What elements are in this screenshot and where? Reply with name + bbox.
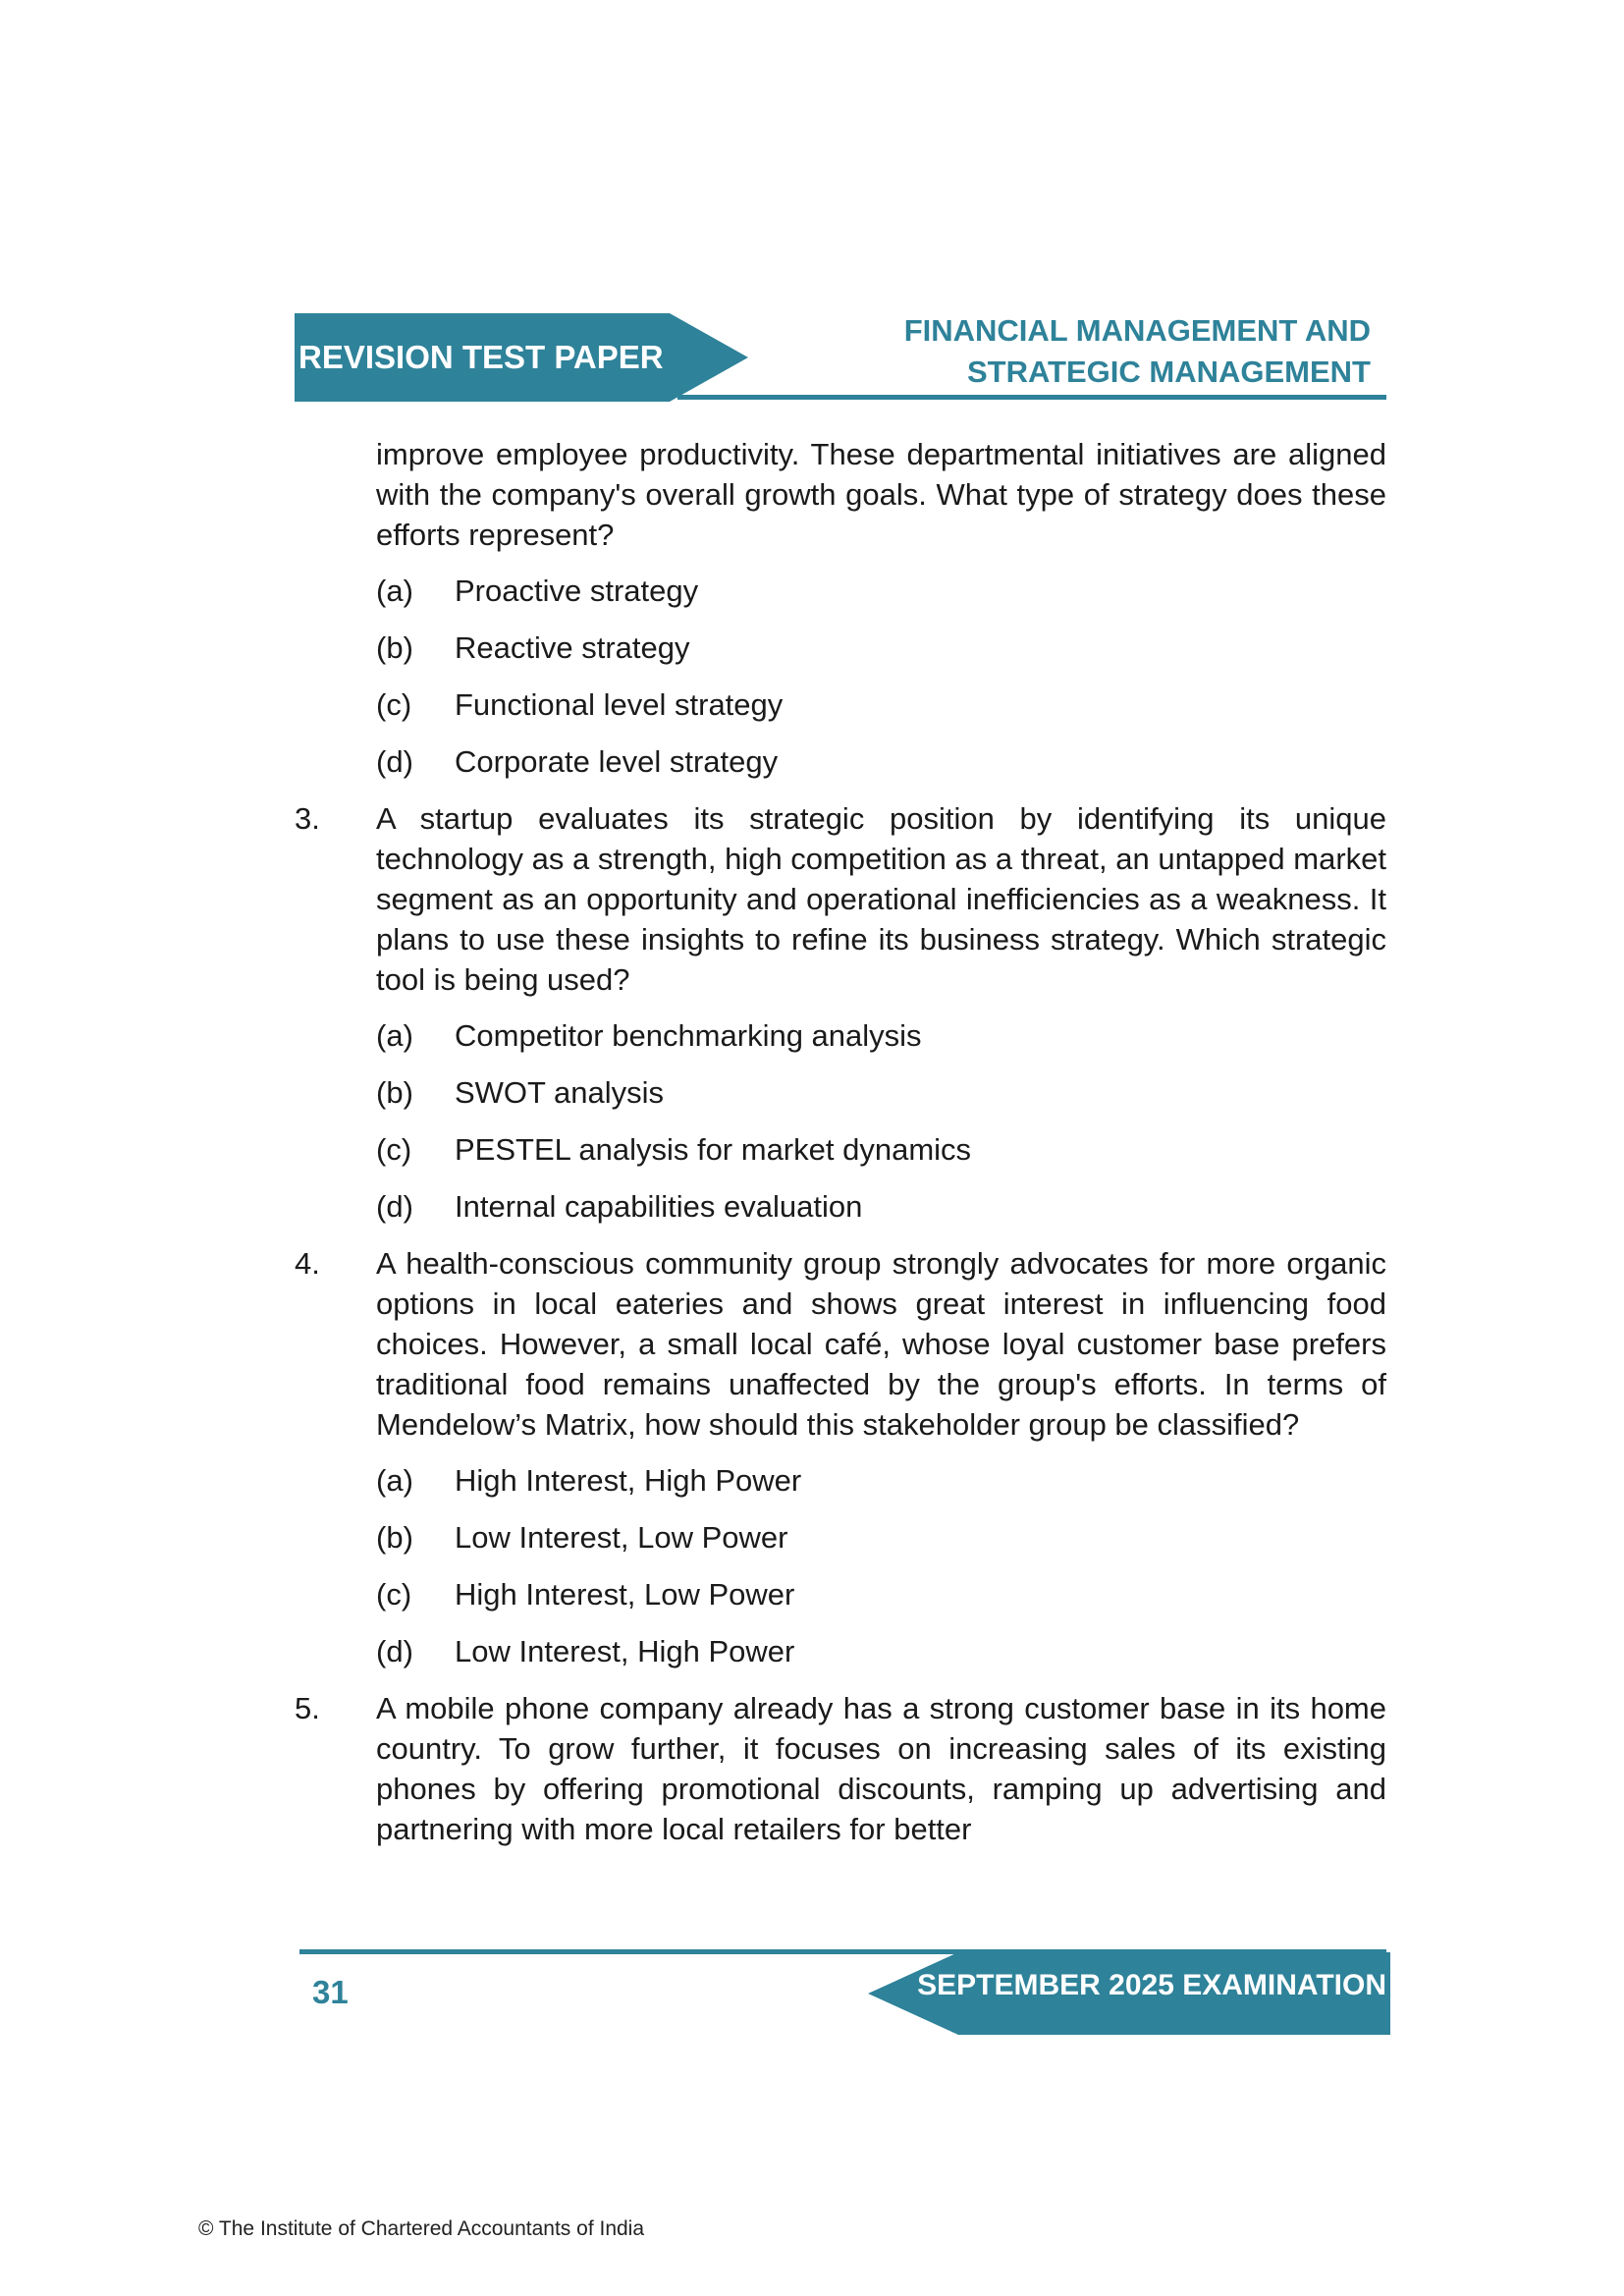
footer-exam-label: SEPTEMBER 2025 EXAMINATION — [917, 1969, 1386, 2001]
option-item — [376, 1129, 1386, 1170]
question-4-options — [376, 1460, 1386, 1671]
question-number: 4. — [295, 1246, 320, 1281]
question-text: A health-conscious community group strongly advocates for more organic options in local eateries and shows great interest in influencing food choices. However, a small local café, whose loyal customer base prefers traditional food remains unaffected by the group's efforts. In terms of Mendelow’s Matrix, how should this stakeholder group be classified? — [376, 1246, 1386, 1442]
option-text: Internal capabilities evaluation — [455, 1189, 863, 1224]
page-content — [295, 434, 1386, 1865]
option-item — [376, 1574, 1386, 1614]
option-item — [376, 741, 1386, 782]
question-number: 5. — [295, 1691, 320, 1725]
page-number: 31 — [312, 1974, 349, 2010]
option-item — [376, 1631, 1386, 1671]
option-label: (c) — [376, 1132, 412, 1167]
option-label: (d) — [376, 1634, 413, 1668]
option-item — [376, 684, 1386, 725]
footer-banner — [868, 1952, 1390, 2035]
header-title-line2: STRATEGIC MANAGEMENT — [966, 355, 1371, 389]
header-title — [904, 310, 1371, 393]
option-item — [376, 1072, 1386, 1113]
option-text: Corporate level strategy — [455, 744, 779, 779]
header-title-line1: FINANCIAL MANAGEMENT AND — [903, 313, 1371, 348]
option-item — [376, 1460, 1386, 1501]
option-label: (c) — [376, 1577, 412, 1612]
option-text: Functional level strategy — [455, 687, 784, 722]
question-number: 3. — [295, 801, 320, 836]
option-item — [376, 1015, 1386, 1056]
option-label: (a) — [376, 1018, 413, 1053]
option-label: (c) — [376, 687, 412, 722]
header-banner — [295, 313, 748, 402]
option-text: High Interest, Low Power — [455, 1577, 795, 1612]
option-label: (d) — [376, 744, 413, 779]
option-text: Low Interest, Low Power — [455, 1520, 788, 1555]
option-text: High Interest, High Power — [455, 1463, 802, 1498]
copyright-notice: © The Institute of Chartered Accountants of India — [198, 2217, 645, 2240]
option-label: (b) — [376, 630, 413, 665]
question-4 — [295, 1243, 1386, 1445]
option-text: PESTEL analysis for market dynamics — [455, 1132, 972, 1167]
option-text: Competitor benchmarking analysis — [455, 1018, 922, 1053]
question-continuation: improve employee productivity. These departmental initiatives are aligned with the company's overall growth goals. What type of strategy does these efforts represent? — [376, 437, 1386, 552]
header-divider — [677, 395, 1386, 400]
option-label: (b) — [376, 1520, 413, 1555]
option-text: Reactive strategy — [455, 630, 690, 665]
header-left-label: REVISION TEST PAPER — [298, 339, 664, 375]
continuation-options — [376, 571, 1386, 782]
option-label: (a) — [376, 574, 413, 608]
option-text: Low Interest, High Power — [455, 1634, 795, 1668]
question-3 — [295, 798, 1386, 1000]
option-label: (a) — [376, 1463, 413, 1498]
option-text: Proactive strategy — [455, 574, 699, 608]
question-5 — [295, 1688, 1386, 1849]
option-item — [376, 1517, 1386, 1558]
option-label: (d) — [376, 1189, 413, 1224]
option-item — [376, 571, 1386, 611]
question-3-options — [376, 1015, 1386, 1227]
option-text: SWOT analysis — [455, 1075, 665, 1110]
option-item — [376, 1186, 1386, 1227]
option-label: (b) — [376, 1075, 413, 1110]
option-item — [376, 628, 1386, 668]
question-text: A startup evaluates its strategic position by identifying its unique technology as a strength, high competition as a threat, an untapped market segment as an opportunity and operational inefficiencies as a weakness. It plans to use these insights to refine its business strategy. Which strategic tool is being used? — [376, 801, 1386, 997]
question-text: A mobile phone company already has a strong customer base in its home country. To grow further, it focuses on increasing sales of its existing phones by offering promotional discounts, ramping up advertising and partnering with more local retailers for better — [376, 1691, 1386, 1846]
